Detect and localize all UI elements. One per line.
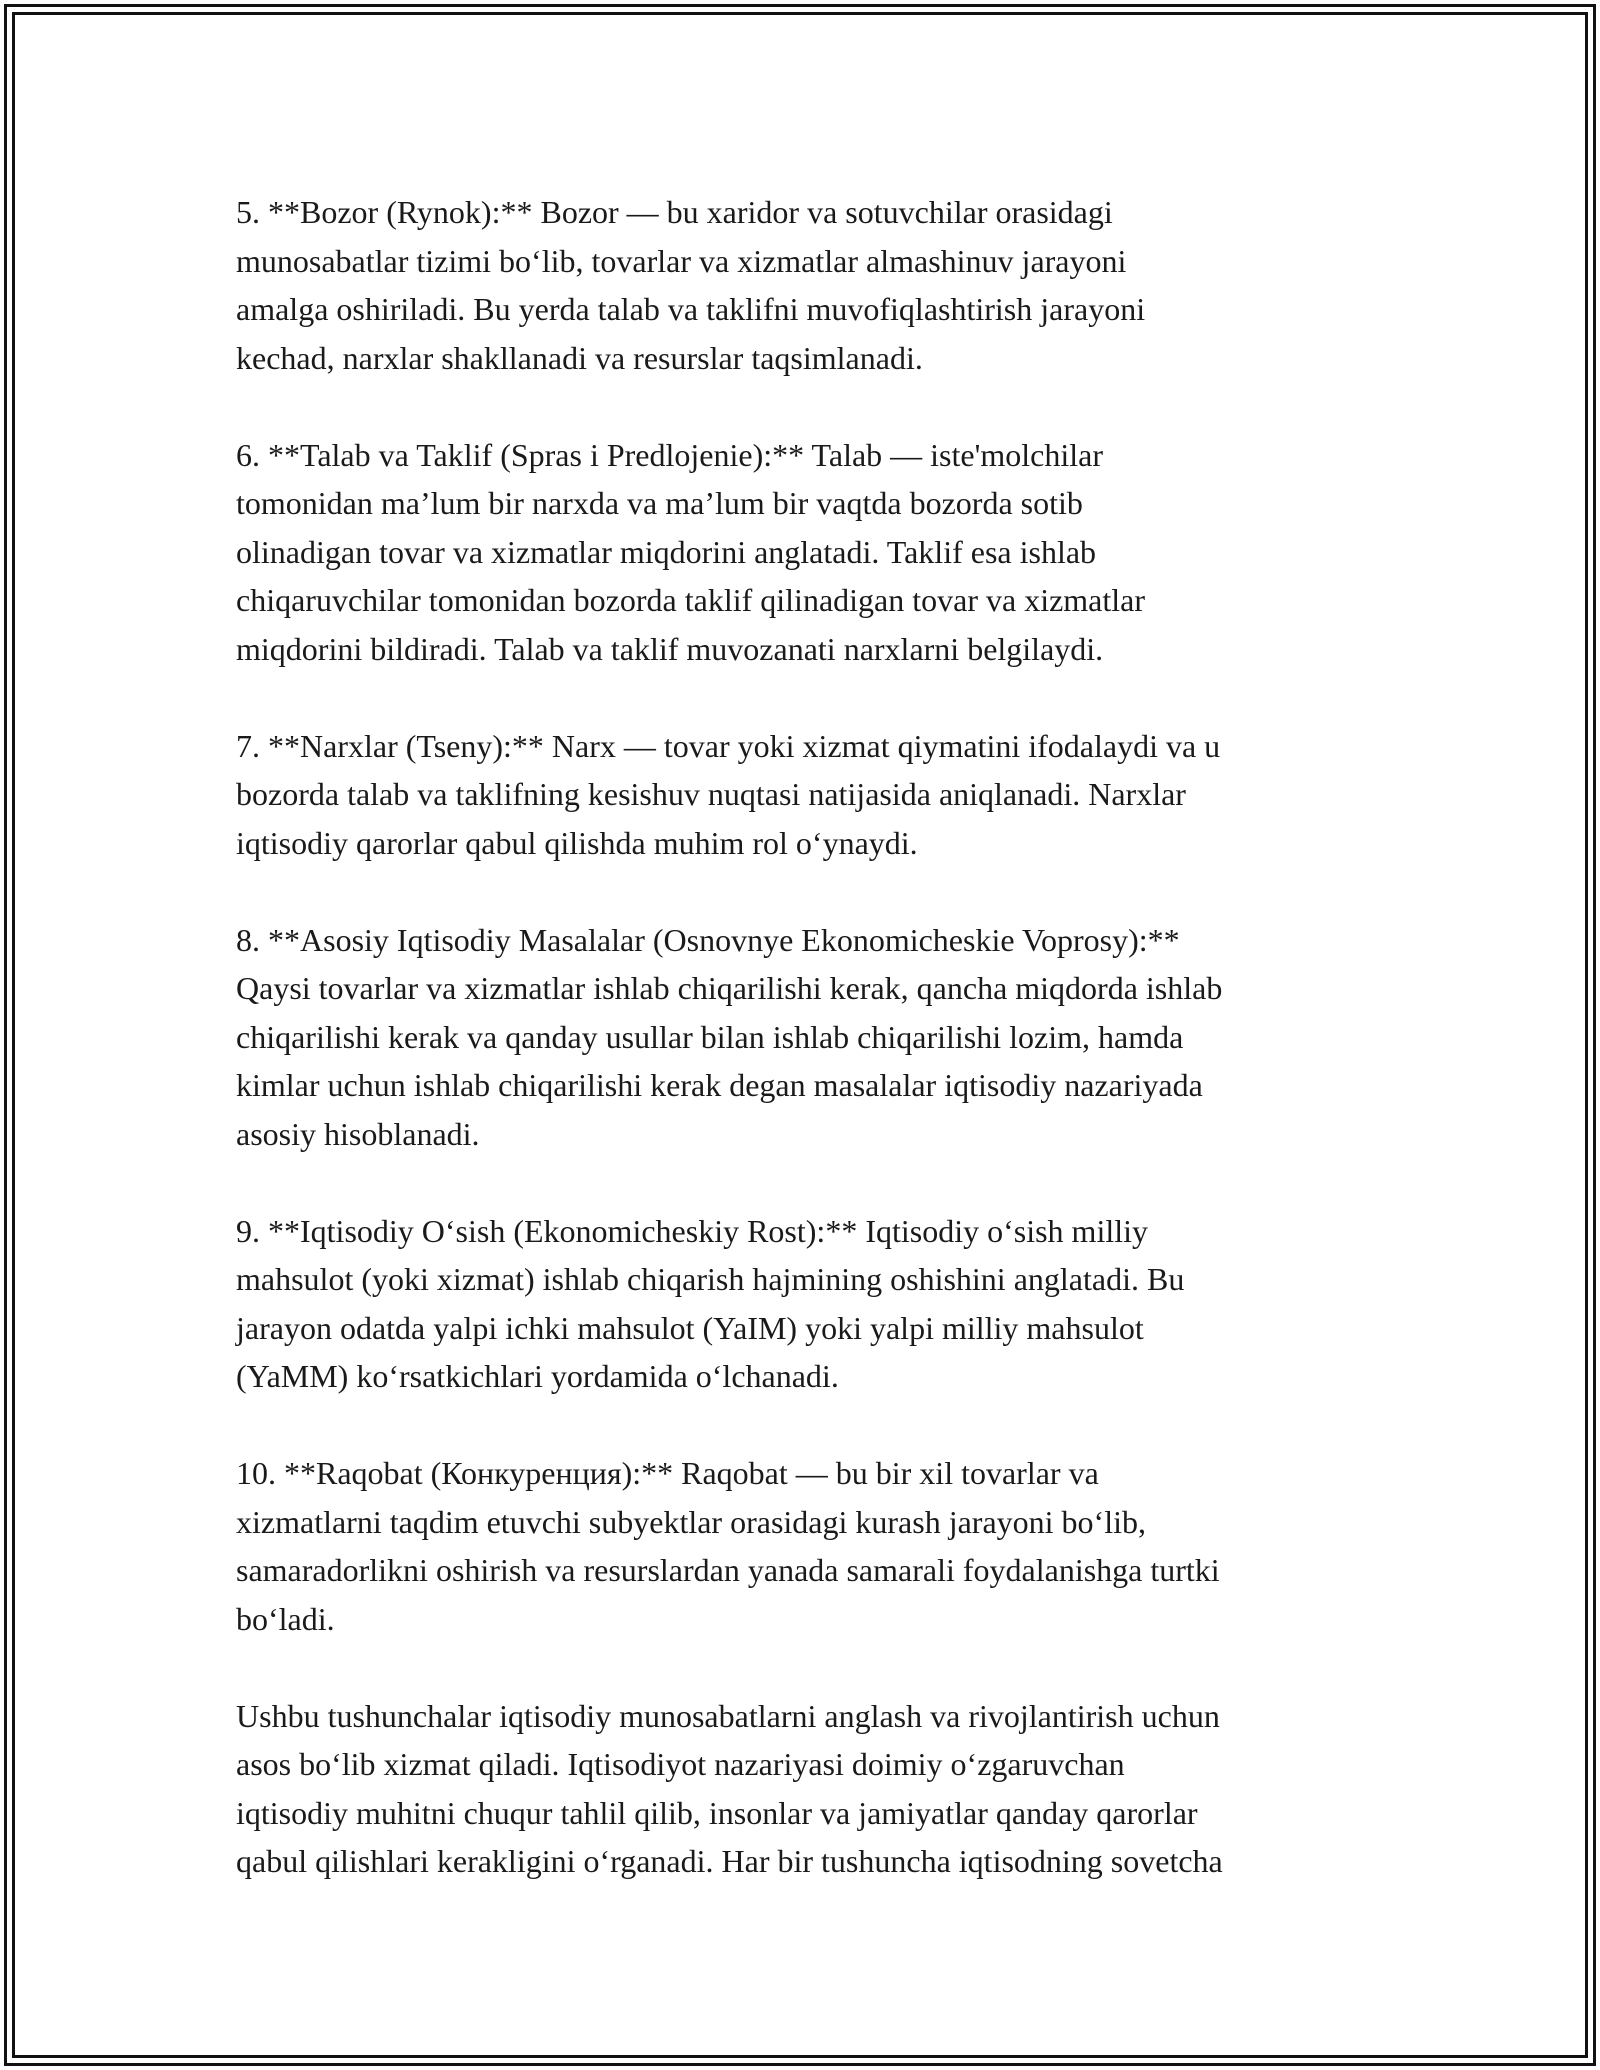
text-line: olinadigan tovar va xizmatlar miqdorini anglatadi. Taklif esa ishlab <box>236 533 1097 570</box>
text-line: 10. **Raqobat (Конкуренция):** Raqobat — bu bir xil tovarlar va <box>236 1455 1099 1491</box>
text-line: Ushbu tushunchalar iqtisodiy munosabatlarni anglash va rivojlantirish uchun <box>236 1697 1220 1734</box>
text-line: xizmatlarni taqdim etuvchi subyektlar orasidagi kurash jarayoni bo‘lib, <box>236 1503 1146 1540</box>
text-line: Qaysi tovarlar va xizmatlar ishlab chiqarilishi kerak, qancha miqdorda ishlab <box>236 970 1223 1006</box>
text-line: bozorda talab va taklifning kesishuv nuqtasi natijasida aniqlanadi. Narxlar <box>236 776 1186 812</box>
text-line: kechad, narxlar shakllanadi va resurslar taqsimlanadi. <box>236 339 923 376</box>
document-text <box>236 188 1376 1934</box>
text-line: tomonidan ma’lum bir narxda va ma’lum bir vaqtda bozorda sotib <box>236 485 1083 521</box>
text-line: 7. **Narxlar (Tseny):** Narx — tovar yoki xizmat qiymatini ifodalaydi va u <box>236 727 1221 764</box>
text-line: (YaMM) ko‘rsatkichlari yordamida o‘lchanadi. <box>236 1358 839 1394</box>
text-line: miqdorini bildiradi. Talab va taklif muvozanati narxlarni belgilaydi. <box>236 630 1104 667</box>
paragraph-raqobat <box>236 1449 1376 1643</box>
paragraph-iqtisodiy-osish <box>236 1207 1376 1401</box>
paragraph-narxlar <box>236 722 1376 868</box>
text-line: chiqarilishi kerak va qanday usullar bilan ishlab chiqarilishi lozim, hamda <box>236 1018 1184 1055</box>
text-line: kimlar uchun ishlab chiqarilishi kerak degan masalalar iqtisodiy nazariyada <box>236 1067 1203 1103</box>
paragraph-talab-taklif <box>236 431 1376 674</box>
text-line: bo‘ladi. <box>236 1600 335 1637</box>
text-line: munosabatlar tizimi bo‘lib, tovarlar va xizmatlar almashinuv jarayoni <box>236 242 1127 279</box>
text-line: mahsulot (yoki xizmat) ishlab chiqarish hajmining oshishini anglatadi. Bu <box>236 1261 1185 1297</box>
text-line: iqtisodiy muhitni chuqur tahlil qilib, insonlar va jamiyatlar qanday qarorlar <box>236 1794 1198 1831</box>
text-line: qabul qilishlari kerakligini o‘rganadi. Har bir tushuncha iqtisodning sovetcha <box>236 1843 1223 1879</box>
text-line: 6. **Talab va Taklif (Spras i Predlojenie):** Talab — iste'molchilar <box>236 436 1103 473</box>
text-line: jarayon odatda yalpi ichki mahsulot (YaIM) yoki yalpi milliy mahsulot <box>236 1309 1144 1346</box>
text-line: amalga oshiriladi. Bu yerda talab va taklifni muvofiqlashtirish jarayoni <box>236 291 1146 327</box>
text-line: 5. **Bozor (Rynok):** Bozor — bu xaridor va sotuvchilar orasidagi <box>236 194 1113 230</box>
paragraph-asosiy-masalalar <box>236 916 1376 1159</box>
text-line: samaradorlikni oshirish va resurslardan yanada samarali foydalanishga turtki <box>236 1552 1220 1588</box>
text-line: 9. **Iqtisodiy O‘sish (Ekonomicheskiy Rost):** Iqtisodiy o‘sish milliy <box>236 1212 1148 1249</box>
text-line: iqtisodiy qarorlar qabul qilishda muhim rol o‘ynaydi. <box>236 824 918 861</box>
paragraph-conclusion <box>236 1692 1376 1886</box>
paragraph-bozor <box>236 188 1376 382</box>
text-line: asosiy hisoblanadi. <box>236 1115 480 1152</box>
text-line: 8. **Asosiy Iqtisodiy Masalalar (Osnovnye Ekonomicheskie Voprosy):** <box>236 921 1180 958</box>
text-line: chiqaruvchilar tomonidan bozorda taklif qilinadigan tovar va xizmatlar <box>236 582 1146 618</box>
text-line: asos bo‘lib xizmat qiladi. Iqtisodiyot nazariyasi doimiy o‘zgaruvchan <box>236 1746 1125 1782</box>
